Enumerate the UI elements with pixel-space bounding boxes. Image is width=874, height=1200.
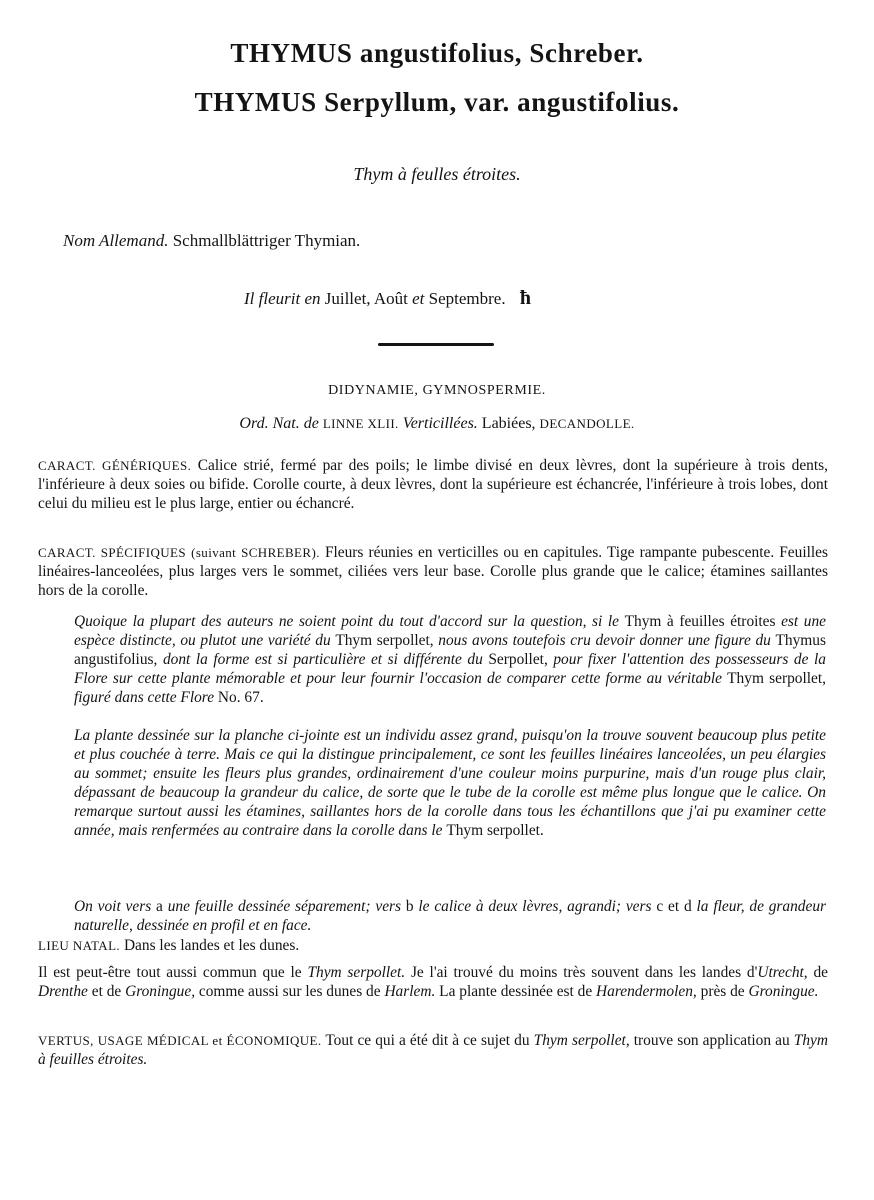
german-name-label: Nom Allemand. <box>63 231 169 250</box>
legend-text: et <box>668 898 680 915</box>
generic-characters <box>38 456 828 513</box>
specific-source: (suivant SCHREBER). <box>191 545 320 560</box>
specific-label: CARACT. SPÉCIFIQUES <box>38 545 187 560</box>
locality-text: Je l'ai trouvé du moins très souvent dans les landes d' <box>410 964 758 981</box>
species-name: Thymus angustifolius, <box>74 632 826 668</box>
shrub-symbol: ħ <box>519 287 531 309</box>
virtues-text: trouve son application au <box>633 1032 790 1049</box>
locality-text: comme aussi sur les dunes de <box>198 983 381 1000</box>
flowering-prefix: Il fleurit en <box>244 289 321 308</box>
generic-label: CARACT. GÉNÉRIQUES. <box>38 458 192 473</box>
habitat-text: Dans les landes et les dunes. <box>123 937 300 954</box>
divider-rule <box>378 343 494 346</box>
locality-text: de <box>813 964 828 981</box>
order-prefix: Ord. Nat. de <box>239 415 319 432</box>
locality-paragraph <box>38 963 828 1001</box>
place-name: Utrecht, <box>757 964 808 981</box>
legend-text: On voit vers <box>74 898 152 915</box>
habitat-line <box>38 936 828 955</box>
remarks-text: dont la forme est si particulière et si différente du <box>162 651 483 668</box>
remarks-paragraph-1 <box>74 612 826 707</box>
title-line-2: THYMUS Serpyllum, var. angustifolius. <box>194 87 680 117</box>
order-labiees: Labiées, <box>481 415 536 432</box>
locality-text: près de <box>700 983 745 1000</box>
remarks-text: est une espèce distincte, ou plutot une variété du <box>74 613 826 649</box>
species-name: Thym serpollet, <box>727 670 826 687</box>
remarks-paragraph-2 <box>74 726 826 840</box>
species-name: Thym serpollet. <box>446 822 544 839</box>
species-name: Thym serpollet. <box>307 964 406 981</box>
linnean-class: DIDYNAMIE, GYMNOSPERMIE. <box>328 383 546 398</box>
remarks-text: figuré dans cette Flore <box>74 689 215 706</box>
figure-legend <box>74 897 826 935</box>
german-name-value: Schmallblättriger Thymian. <box>172 231 361 250</box>
title-line-1: THYMUS angustifolius, Schreber. <box>230 38 644 68</box>
virtues-paragraph <box>38 1031 828 1069</box>
figure-letter: a <box>156 898 163 915</box>
flowering-last: Septembre. <box>428 289 506 308</box>
common-name: Thym à feulles étroites. <box>353 164 521 184</box>
specific-characters <box>38 543 828 600</box>
generic-text: Calice strié, fermé par des poils; le limbe divisé en deux lèvres, dont la supérieure à trois dents, l'inférieure à deux soies ou bifide. Corolle courte, à deux lèvres, dont la supérieure est échancrée, l'inférieure à trois lobes, dont celui du milieu est le plus large, entier ou échancré. <box>38 457 828 512</box>
figure-letter: d <box>683 898 692 915</box>
remarks-text: La plante dessinée sur la planche ci-jointe est un individu assez grand, puisqu'on la trouve souvent beaucoup plus petite et plus couchée à terre. Mais ce qui la distingue principalement, ce sont les feuilles linéaires lanceolées, un peu élargies au sommet; ensuite les fleurs plus grandes, ordinairement d'une couleur moins purpurine, mais d'un rouge plus clair, dépassant de beaucoup la grandeur du calice, de sorte que le tube de la corolle est même plus longue que le calice. On remarque surtout aussi les étamines, saillantes hors de la corolle dans tous les échantillons que j'ai pu examiner cette année, mais renfermées au contraire dans la corolle dans le <box>74 727 826 839</box>
figure-letter: b <box>405 898 414 915</box>
species-name: Thym serpollet, <box>533 1032 630 1049</box>
remarks-text: pour fixer l'attention des possesseurs de la Flore sur cette plante mémorable et pour leur fournir l'occasion de comparer cette forme au véritable <box>74 651 826 687</box>
place-name: Harlem. <box>384 983 436 1000</box>
habitat-label: LIEU NATAL. <box>38 938 121 953</box>
german-name-line <box>63 231 360 251</box>
locality-text: Il est peut-être tout aussi commun que le <box>38 964 302 981</box>
flowering-line <box>244 287 531 310</box>
species-name: Thym à feuilles étroites <box>624 613 776 630</box>
place-name: Drenthe <box>38 983 88 1000</box>
legend-text: le calice à deux lèvres, agrandi; vers <box>418 898 652 915</box>
order-decandolle: DECANDOLLE. <box>539 416 635 431</box>
flowering-conj: et <box>412 289 425 308</box>
natural-order-line <box>0 415 874 433</box>
order-linne: LINNE XLII. <box>322 416 399 431</box>
species-name: Serpollet, <box>488 651 548 668</box>
place-name: Groningue, <box>125 983 196 1000</box>
species-name: Thym serpollet, <box>335 632 434 649</box>
remarks-text: Quoique la plupart des auteurs ne soient point du tout d'accord sur la question, si le <box>74 613 620 630</box>
figure-letter: c <box>656 898 664 915</box>
legend-text: la fleur, de grandeur naturelle, dessinée en profil et en face. <box>74 898 827 934</box>
specific-text: Fleurs réunies en verticilles ou en capitules. Tige rampante pubescente. Feuilles linéaires-lanceolées, plus larges vers le sommet, ciliées vers leur base. Corolle plus grande que le calice; étamines saillantes hors de la corolle. <box>38 544 828 599</box>
remarks-text: nous avons toutefois cru devoir donner une figure du <box>438 632 771 649</box>
place-name: Groningue. <box>748 983 819 1000</box>
plate-reference: No. 67. <box>217 689 264 706</box>
legend-text: une feuille dessinée séparement; vers <box>167 898 401 915</box>
locality-text: et de <box>91 983 122 1000</box>
place-name: Harendermolen, <box>596 983 697 1000</box>
species-name: Thym à feuilles étroites. <box>38 1032 828 1068</box>
order-verticillees: Verticillées. <box>402 415 478 432</box>
flowering-months: Juillet, Août <box>324 289 408 308</box>
virtues-text: Tout ce qui a été dit à ce sujet du <box>325 1032 530 1049</box>
locality-text: La plante dessinée est de <box>439 983 593 1000</box>
virtues-label: VERTUS, USAGE MÉDICAL et ÉCONOMIQUE. <box>38 1033 322 1048</box>
